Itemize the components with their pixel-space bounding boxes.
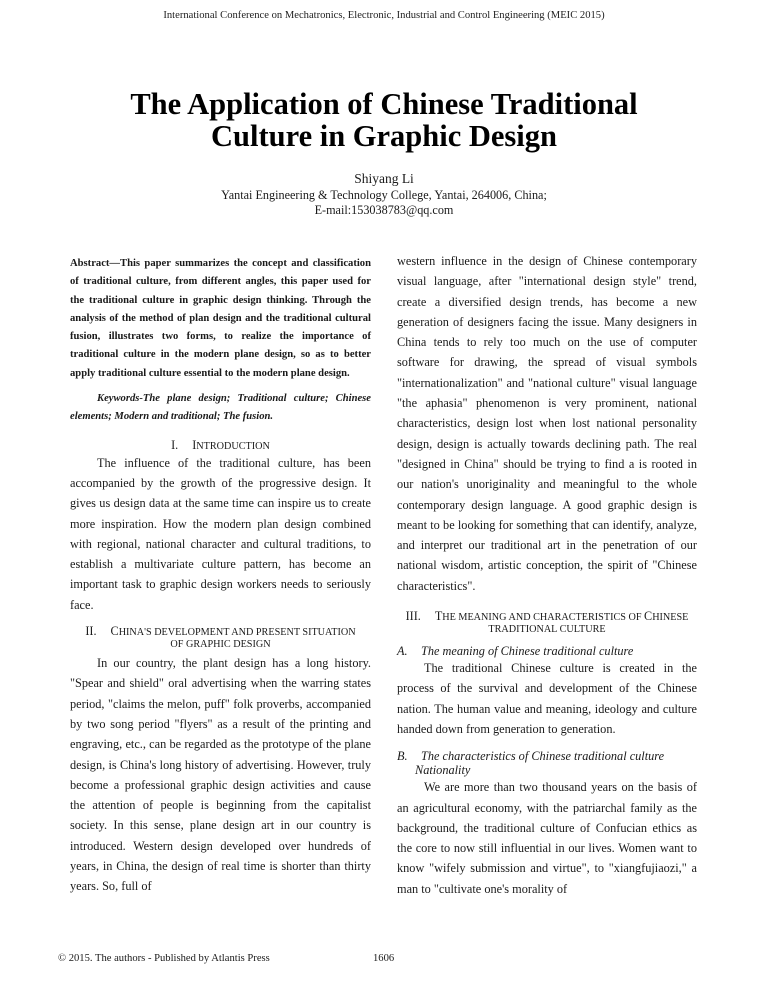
paper-title — [0, 88, 768, 152]
author-email: E-mail:153038783@qq.com — [314, 202, 454, 217]
title-line-2: Culture in Graphic Design — [211, 119, 557, 153]
conference-header: International Conference on Mechatronics, Electronic, Industrial and Control Engineering (MEIC 2015) — [163, 10, 605, 21]
subsection-b-paragraph: We are more than two thousand years on the basis of an agricultural economy, with the patriarchal family as the background, the traditional culture of Confucian ethics as the core to now still influential in our lives. Women want to know "wifely submission and virtue", to "xiangfujiaozi," a man to "cultivate one's morality of — [397, 780, 697, 896]
section-number: III. — [405, 609, 421, 624]
copyright-notice: © 2015. The authors - Published by Atlantis Press — [58, 953, 270, 964]
subsection-a-paragraph: The traditional Chinese culture is created in the process of the survival and development of the Chinese nation. The human value and meaning, ideology and culture handed down from generation to generation. — [397, 661, 697, 736]
section-heading-china-development: II. CHINA'S DEVELOPMENT AND PRESENT SITUATION OF GRAPHIC DESIGN — [85, 624, 356, 651]
subsection-heading-a: A. The meaning of Chinese traditional culture — [397, 644, 634, 659]
section-number: II. — [85, 624, 97, 639]
section-number: I. — [171, 437, 179, 452]
section-heading-introduction: I. INTRODUCTION — [171, 437, 270, 452]
continued-paragraph: western influence in the design of Chinese contemporary visual language, after "international design style" trend, create a diversified design trends, has become a new generation of designers facing the issue. Many designers in China tends to rely too much on the use of computer software for drawing, the spread of visual symbols "internationalization" and "national culture" visual language "the aphasia" phenomenon is very prominent, national characteristics, design lost when lost national personality design, design is actually towards declining path. The real "designed in China" should be trying to find a is rooted in our nation's unoriginality and meaningful to the whole contemporary design language. A good graphic design is meant to be looking for something that can identify, analyze, and interpret our traditional art in the penetration of our national wisdom, artistic conception, the spirit of "Chinese characteristics". — [397, 254, 697, 593]
affiliation: Yantai Engineering & Technology College, Yantai, 264006, China; — [221, 188, 547, 202]
china-development-paragraph: In our country, the plant design has a long history. "Spear and shield" oral advertising when the warring states period, "claims the melon, puff" folk proverbs, accompanied by two song period "flyers" as a result of the printing and engraving, etc., can be regarded as the prototype of the plane design, is China's long history of advertising. However, truly become a professional graphic design activities and cause the attention of people is beginning from the capitalist society. In this sense, plane design art in our country is introduced. Western design developed over hundreds of years, in China, the design of real time is shorter than thirty years. So, full of — [70, 656, 371, 894]
author-affiliation — [0, 188, 768, 217]
author-name: Shiyang Li — [354, 171, 414, 186]
left-column — [70, 255, 371, 897]
introduction-paragraph: The influence of the traditional culture, has been accompanied by the growth of the progressive design. It gives us design data at the same time can inspire us to create more inspiration. How the modern plan design combined with regional, national character and cultural traditions, to establish a multivariate culture pattern, has become an important task to graphic design workers needs to seriously face. — [70, 455, 371, 612]
title-line-1: The Application of Chinese Traditional — [130, 87, 638, 121]
page-number: 1606 — [373, 953, 395, 964]
abstract: Abstract—This paper summarizes the concept and classification of traditional culture, from different angles, this paper used for the traditional culture in graphic design thinking. Through the analysis of the method of plan design and the traditional cultural fusion, illustrates two forms, to realize the importance of traditional culture in the modern plane design, so as to better apply traditional culture essential to the modern plane design. — [70, 258, 371, 379]
right-column — [397, 255, 697, 899]
keywords: Keywords-The plane design; Traditional culture; Chinese elements; Modern and traditional; The fusion. — [70, 393, 371, 423]
section-heading-meaning-characteristics: III. THE MEANING AND CHARACTERISTICS OF CHINESE TRADITIONAL CULTURE — [405, 609, 689, 636]
subsection-heading-b: B. The characteristics of Chinese traditional culture Nationality — [397, 749, 665, 778]
